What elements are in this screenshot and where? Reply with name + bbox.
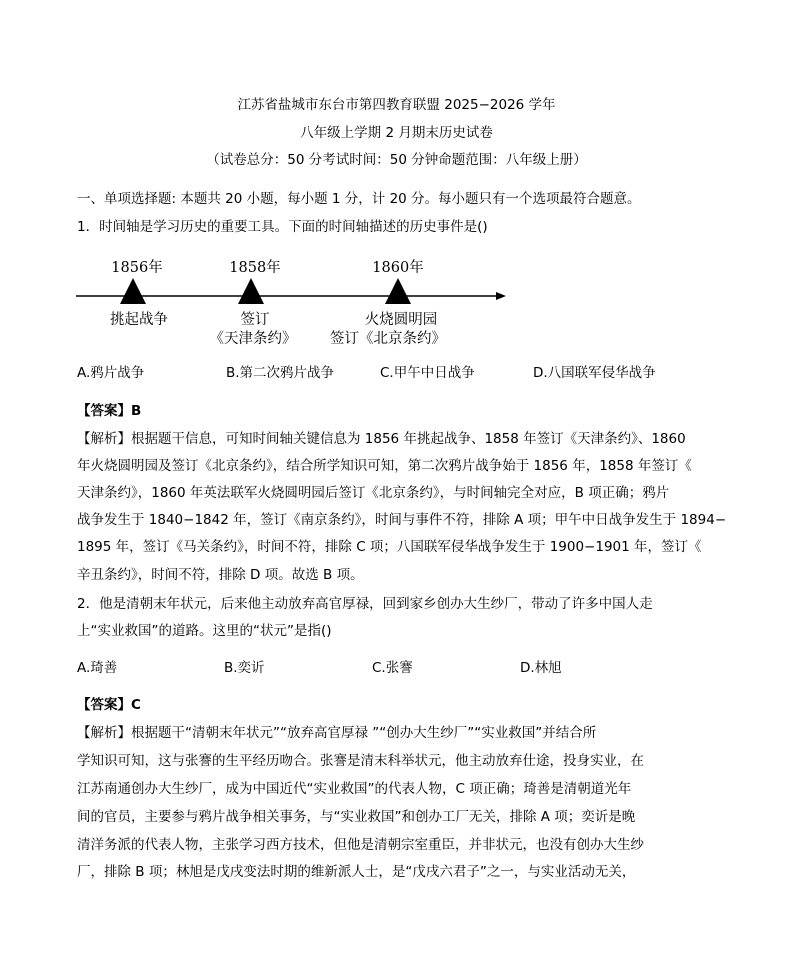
timeline-figure bbox=[70, 252, 520, 352]
q2-analysis-line: 厂，排除 B 项；林旭是戊戌变法时期的维新派人士，是“戊戌六君子”之一，与实业活动无关， bbox=[77, 864, 636, 880]
q2-stem-line: 2．他是清朝末年状元，后来他主动放弃高官厚禄，回到家乡创办大生纱厂，带动了许多中国人走 bbox=[77, 596, 653, 612]
timeline-event-1860-b: 签订《北京条约》 bbox=[330, 331, 446, 347]
q1-option-a: A.鸦片战争 bbox=[77, 365, 145, 381]
q1-stem: 1．时间轴是学习历史的重要工具。下面的时间轴描述的历史事件是() bbox=[77, 219, 488, 235]
q2-option-c: C.张謇 bbox=[372, 660, 413, 676]
q1-analysis-line: 1895 年，签订《马关条约》，时间不符，排除 C 项；八国联军侵华战争发生于 1900−1901 年，签订《 bbox=[77, 539, 702, 555]
timeline-marker-1860 bbox=[385, 278, 411, 304]
q1-analysis-line: 【解析】根据题干信息，可知时间轴关键信息为 1856 年挑起战争、1858 年签订《天津条约》、1860 bbox=[77, 431, 686, 447]
q2-option-b: B.奕䜣 bbox=[224, 660, 265, 676]
timeline-event-1858-a: 签订 bbox=[240, 312, 270, 328]
q2-option-d: D.林旭 bbox=[520, 660, 562, 676]
timeline-event-1858-b: 《天津条约》 bbox=[209, 331, 297, 347]
timeline-event-1860-a: 火烧圆明园 bbox=[364, 312, 438, 328]
header-title: 八年级上学期 2 月期末历史试卷 bbox=[300, 125, 493, 141]
q2-option-a: A.琦善 bbox=[77, 660, 118, 676]
header-info: （试卷总分：50 分考试时间：50 分钟命题范围：八年级上册） bbox=[206, 152, 587, 168]
timeline-year-1856: 1856年 bbox=[111, 260, 163, 276]
q2-analysis-line: 清洋务派的代表人物，主张学习西方技术，但他是清朝宗室重臣，并非状元，也没有创办大生纱 bbox=[77, 837, 644, 853]
section-heading: 一、单项选择题: 本题共 20 小题，每小题 1 分，计 20 分。每小题只有一个选项最符合题意。 bbox=[77, 191, 641, 207]
q2-analysis-line: 【解析】根据题干“清朝末年状元”“放弃高官厚禄 ”“创办大生纱厂”“实业救国”并结合所 bbox=[77, 725, 597, 741]
q1-option-b: B.第二次鸦片战争 bbox=[226, 365, 335, 381]
q2-analysis-line: 江苏南通创办大生纱厂，成为中国近代“实业救国”的代表人物，C 项正确；琦善是清朝道光年 bbox=[77, 781, 632, 797]
q1-option-d: D.八国联军侵华战争 bbox=[533, 365, 656, 381]
q1-analysis-line: 年火烧圆明园及签订《北京条约》，结合所学知识可知，第二次鸦片战争始于 1856 年，1858 年签订《 bbox=[77, 458, 692, 474]
q2-stem-line: 上“实业救国”的道路。这里的“状元”是指() bbox=[77, 623, 332, 639]
timeline-arrowhead bbox=[496, 292, 506, 300]
timeline-marker-1858 bbox=[238, 278, 264, 304]
timeline-year-1860: 1860年 bbox=[372, 260, 424, 276]
q1-analysis-line: 辛丑条约》，时间不符，排除 D 项。故选 B 项。 bbox=[77, 567, 364, 583]
q1-analysis-line: 战争发生于 1840−1842 年，签订《南京条约》，时间与事件不符，排除 A 项；甲午中日战争发生于 1894− bbox=[77, 512, 727, 528]
q1-answer: 【答案】B bbox=[77, 403, 142, 419]
timeline-marker-1856 bbox=[120, 278, 146, 304]
q2-analysis-line: 学知识可知，这与张謇的生平经历吻合。张謇是清末科举状元，他主动放弃仕途，投身实业，在 bbox=[77, 753, 644, 769]
q2-answer: 【答案】C bbox=[77, 697, 141, 713]
timeline-event-1856: 挑起战争 bbox=[110, 312, 168, 328]
header-school: 江苏省盐城市东台市第四教育联盟 2025−2026 学年 bbox=[237, 97, 556, 113]
q1-option-c: C.甲午中日战争 bbox=[380, 365, 475, 381]
q1-analysis-line: 天津条约》，1860 年英法联军火烧圆明园后签订《北京条约》，与时间轴完全对应，B 项正确；鸦片 bbox=[77, 485, 670, 501]
q2-analysis-line: 间的官员，主要参与鸦片战争相关事务，与“实业救国”和创办工厂无关，排除 A 项；奕䜣是晚 bbox=[77, 809, 636, 825]
timeline-year-1858: 1858年 bbox=[229, 260, 281, 276]
